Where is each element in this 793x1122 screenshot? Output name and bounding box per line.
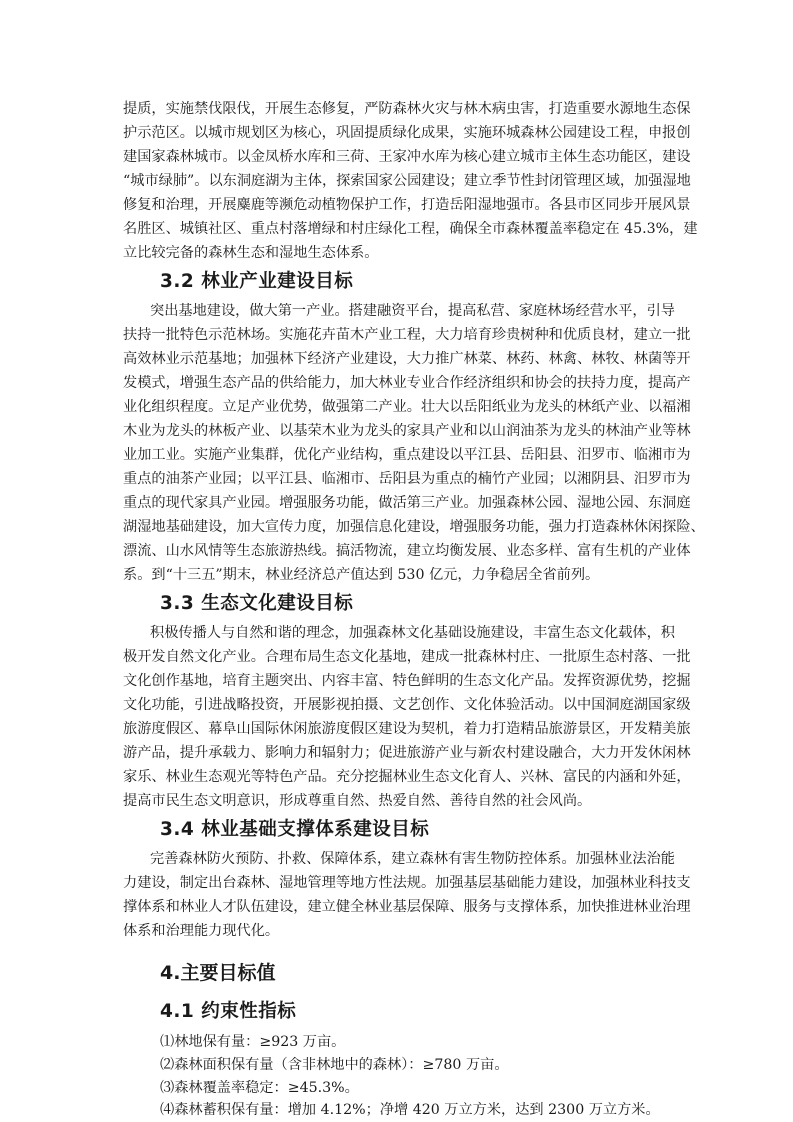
text-line: 重点的现代家具产业园。增强服务功能，做活第三产业。加强森林公园、湿地公园、东洞庭 [123, 495, 691, 511]
text-line: 木业为龙头的林板产业、以基荣木业为龙头的家具产业和以山润油茶为龙头的林油产业等林 [123, 423, 691, 439]
heading-4: 4.主要目标值 [160, 962, 276, 984]
text-line: 业加工业。实施产业集群，优化产业结构，重点建设以平江县、岳阳县、汨罗市、临湘市为 [123, 447, 691, 463]
text-line: 湖湿地基础建设，加大宣传力度，加强信息化建设，增强服务功能，强力打造森林休闲探险、 [123, 519, 705, 535]
text-line: 力建设，制定出台森林、湿地管理等地方性法规。加强基层基础能力建设，加强林业科技支 [123, 875, 691, 891]
text-line: 家乐、林业生态观光等特色产品。充分挖掘林业生态文化育人、兴林、富民的内涵和外延， [123, 769, 691, 785]
text-line: 扶持一批特色示范林场。实施花卉苗木产业工程，大力培育珍贵树种和优质良材，建立一批 [123, 327, 691, 343]
heading-3-2: 3.2 林业产业建设目标 [160, 271, 354, 292]
heading-3-3: 3.3 生态文化建设目标 [160, 593, 354, 614]
text-line: 完善森林防火预防、扑救、保障体系，建立森林有害生物防控体系。加强林业法治能 [150, 851, 675, 867]
text-line: “城市绿肺”。以东洞庭湖为主体，探索国家公园建设；建立季节性封闭管理区域，加强湿地 [123, 173, 691, 189]
list-item: ⑴林地保有量：≥923 万亩。 [160, 1034, 346, 1050]
text-line: 体系和治理能力现代化。 [123, 923, 280, 939]
list-item: ⑶森林覆盖率稳定：≥45.3%。 [160, 1080, 359, 1096]
text-line: 漂流、山水风情等生态旅游热线。搞活物流，建立均衡发展、业态多样、富有生机的产业体 [123, 543, 691, 559]
text-line: 撑体系和林业人才队伍建设，建立健全林业基层保障、服务与支撑体系，加快推进林业治理 [123, 899, 691, 915]
text-line: 发模式，增强生态产品的供给能力，加大林业专业合作经济组织和协会的扶持力度，提高产 [123, 375, 691, 391]
text-line: 系。到“十三五”期末，林业经济总产值达到 530 亿元，力争稳居全省前列。 [123, 567, 600, 583]
text-line: 文化功能，引进战略投资，开展影视拍摄、文艺创作、文化体验活动。以中国洞庭湖国家级 [123, 697, 691, 713]
text-line: 护示范区。以城市规划区为核心，巩固提质绿化成果，实施环城森林公园建设工程，申报创 [123, 125, 691, 141]
text-line: 名胜区、城镇社区、重点村落增绿和村庄绿化工程，确保全市森林覆盖率稳定在 45.3%，建 [123, 221, 698, 237]
text-line: 立比较完备的森林生态和湿地生态体系。 [123, 245, 379, 261]
text-line: 重点的油茶产业园；以平江县、临湘市、岳阳县为重点的楠竹产业园；以湘阴县、汨罗市为 [123, 471, 691, 487]
text-line: 突出基地建设，做大第一产业。搭建融资平台，提高私营、家庭林场经营水平，引导 [150, 303, 675, 319]
text-line: 修复和治理，开展麋鹿等濒危动植物保护工作，打造岳阳湿地强市。各县市区同步开展风景 [123, 197, 691, 213]
text-line: 提质，实施禁伐限伐，开展生态修复，严防森林火灾与林木病虫害，打造重要水源地生态保 [123, 101, 691, 117]
heading-4-1: 4.1 约束性指标 [160, 1001, 297, 1022]
text-line: 业化组织程度。立足产业优势，做强第二产业。壮大以岳阳纸业为龙头的林纸产业、以福湘 [123, 399, 691, 415]
list-item: ⑷森林蓄积保有量：增加 4.12%；净增 420 万立方米，达到 2300 万立方米。 [160, 1102, 660, 1118]
heading-3-4: 3.4 林业基础支撑体系建设目标 [160, 819, 430, 840]
text-line: 极开发自然文化产业。合理布局生态文化基地，建成一批森林村庄、一批原生态村落、一批 [123, 649, 691, 665]
text-line: 积极传播人与自然和谐的理念，加强森林文化基础设施建设，丰富生态文化载体，积 [150, 625, 675, 641]
list-item: ⑵森林面积保有量（含非林地中的森林）：≥780 万亩。 [160, 1057, 509, 1073]
text-line: 文化创作基地，培育主题突出、内容丰富、特色鲜明的生态文化产品。发挥资源优势，挖掘 [123, 673, 691, 689]
text-line: 旅游度假区、幕阜山国际休闲旅游度假区建设为契机，着力打造精品旅游景区，开发精美旅 [123, 721, 691, 737]
text-line: 高效林业示范基地；加强林下经济产业建设，大力推广林菜、林药、林禽、林牧、林菌等开 [123, 351, 691, 367]
text-line: 建国家森林城市。以金凤桥水库和三荷、王家冲水库为核心建立城市主体生态功能区，建设 [123, 149, 691, 165]
text-line: 提高市民生态文明意识，形成尊重自然、热爱自然、善待自然的社会风尚。 [123, 793, 592, 809]
text-line: 游产品，提升承载力、影响力和辐射力；促进旅游产业与新农村建设融合，大力开发休闲林 [123, 745, 691, 761]
